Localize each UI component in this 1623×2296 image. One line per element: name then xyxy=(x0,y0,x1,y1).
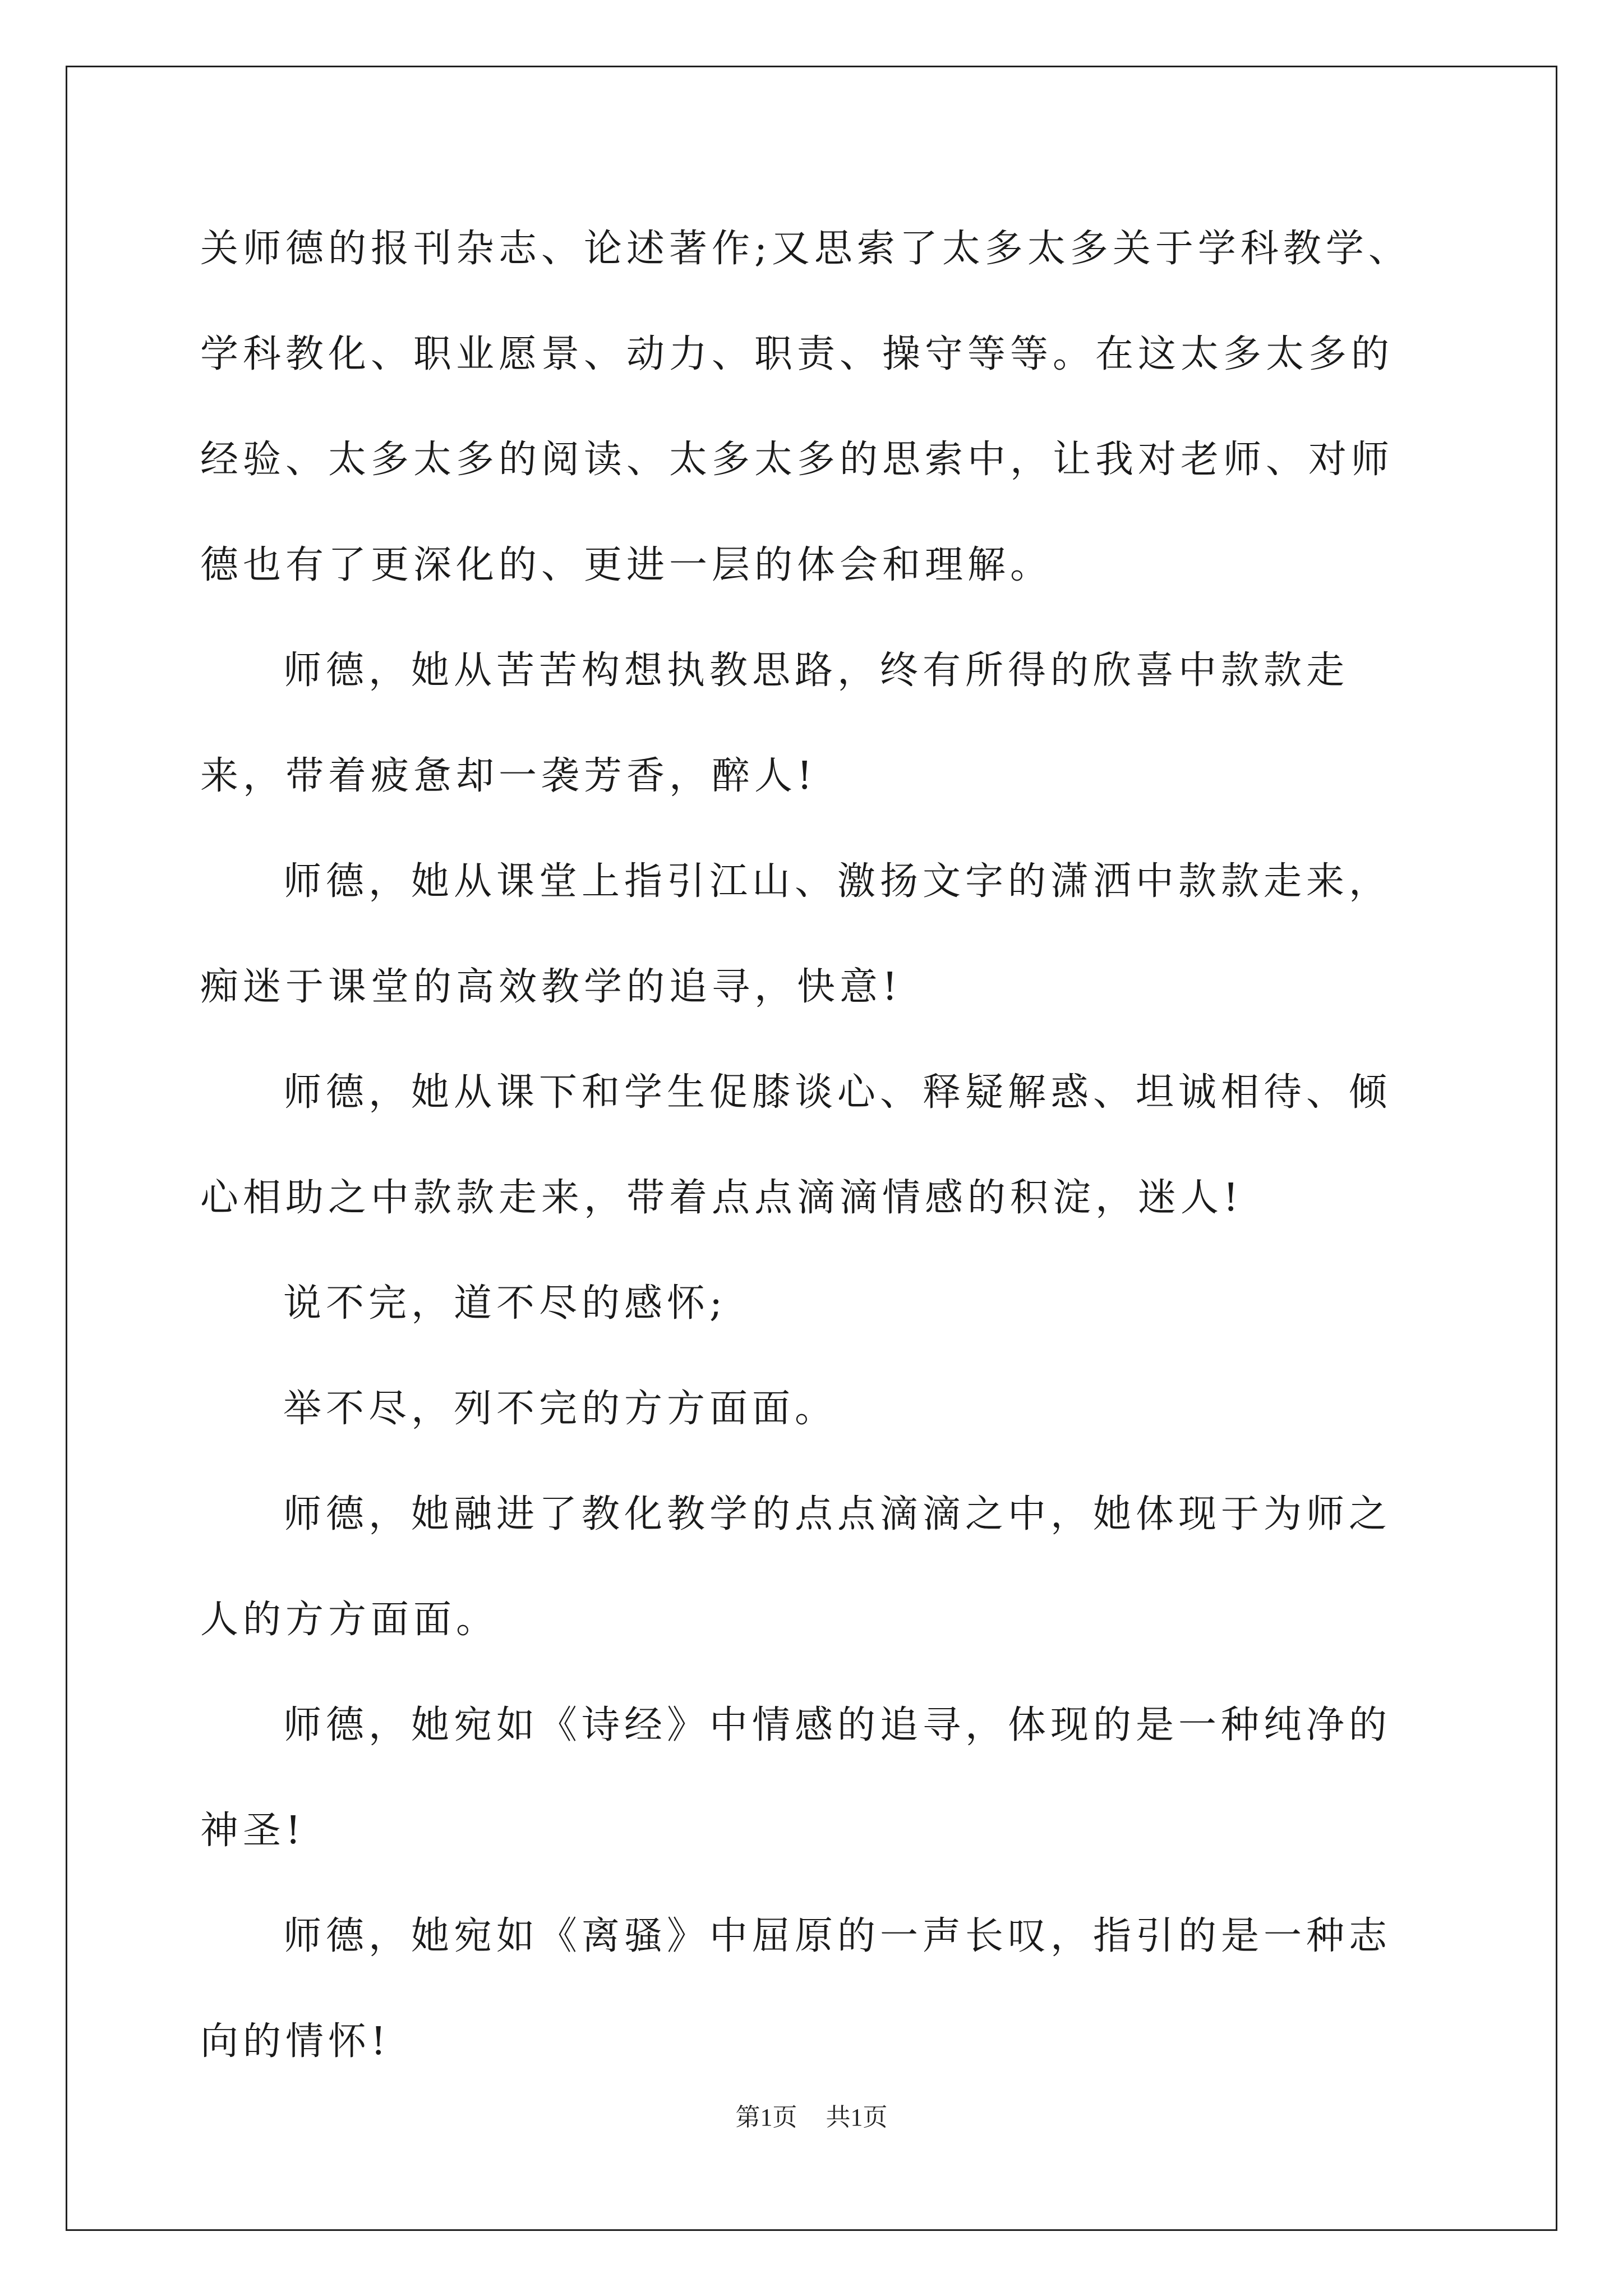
page-total: 共1页 xyxy=(826,2104,888,2131)
paragraph-9: 师德，她宛如《离骚》中屈原的一声长叹，指引的是一种志向的情怀! xyxy=(200,1914,1392,2064)
paragraph-8: 师德，她宛如《诗经》中情感的追寻，体现的是一种纯净的神圣! xyxy=(200,1703,1392,1853)
document-body xyxy=(200,196,1423,2095)
paragraph-3: 师德，她从课堂上指引江山、激扬文字的潇洒中款款走来，痴迷于课堂的高效教学的追寻，快意! xyxy=(200,859,1392,1009)
paragraph-4: 师德，她从课下和学生促膝谈心、释疑解惑、坦诚相待、倾心相助之中款款走来，带着点点滴滴情感的积淀，迷人! xyxy=(200,1070,1392,1220)
paragraph-7: 师德，她融进了教化教学的点点滴滴之中，她体现于为师之人的方方面面。 xyxy=(200,1492,1392,1642)
page-footer xyxy=(0,2097,1623,2133)
paragraph-6: 举不尽，列不完的方方面面。 xyxy=(283,1387,838,1431)
paragraph-2: 师德，她从苦苦构想执教思路，终有所得的欣喜中款款走来，带着疲惫却一袭芳香，醉人! xyxy=(200,648,1349,798)
paragraph-1: 关师德的报刊杂志、论述著作;又思索了太多太多关于学科教学、学科教化、职业愿景、动力、职责、操守等等。在这太多太多的经验、太多太多的阅读、太多太多的思索中，让我对老师、对师德也有了更深化的、更进一层的体会和理解。 xyxy=(200,227,1411,587)
paragraph-5: 说不完，道不尽的感怀; xyxy=(283,1281,727,1326)
page-number: 第1页 xyxy=(735,2104,797,2131)
